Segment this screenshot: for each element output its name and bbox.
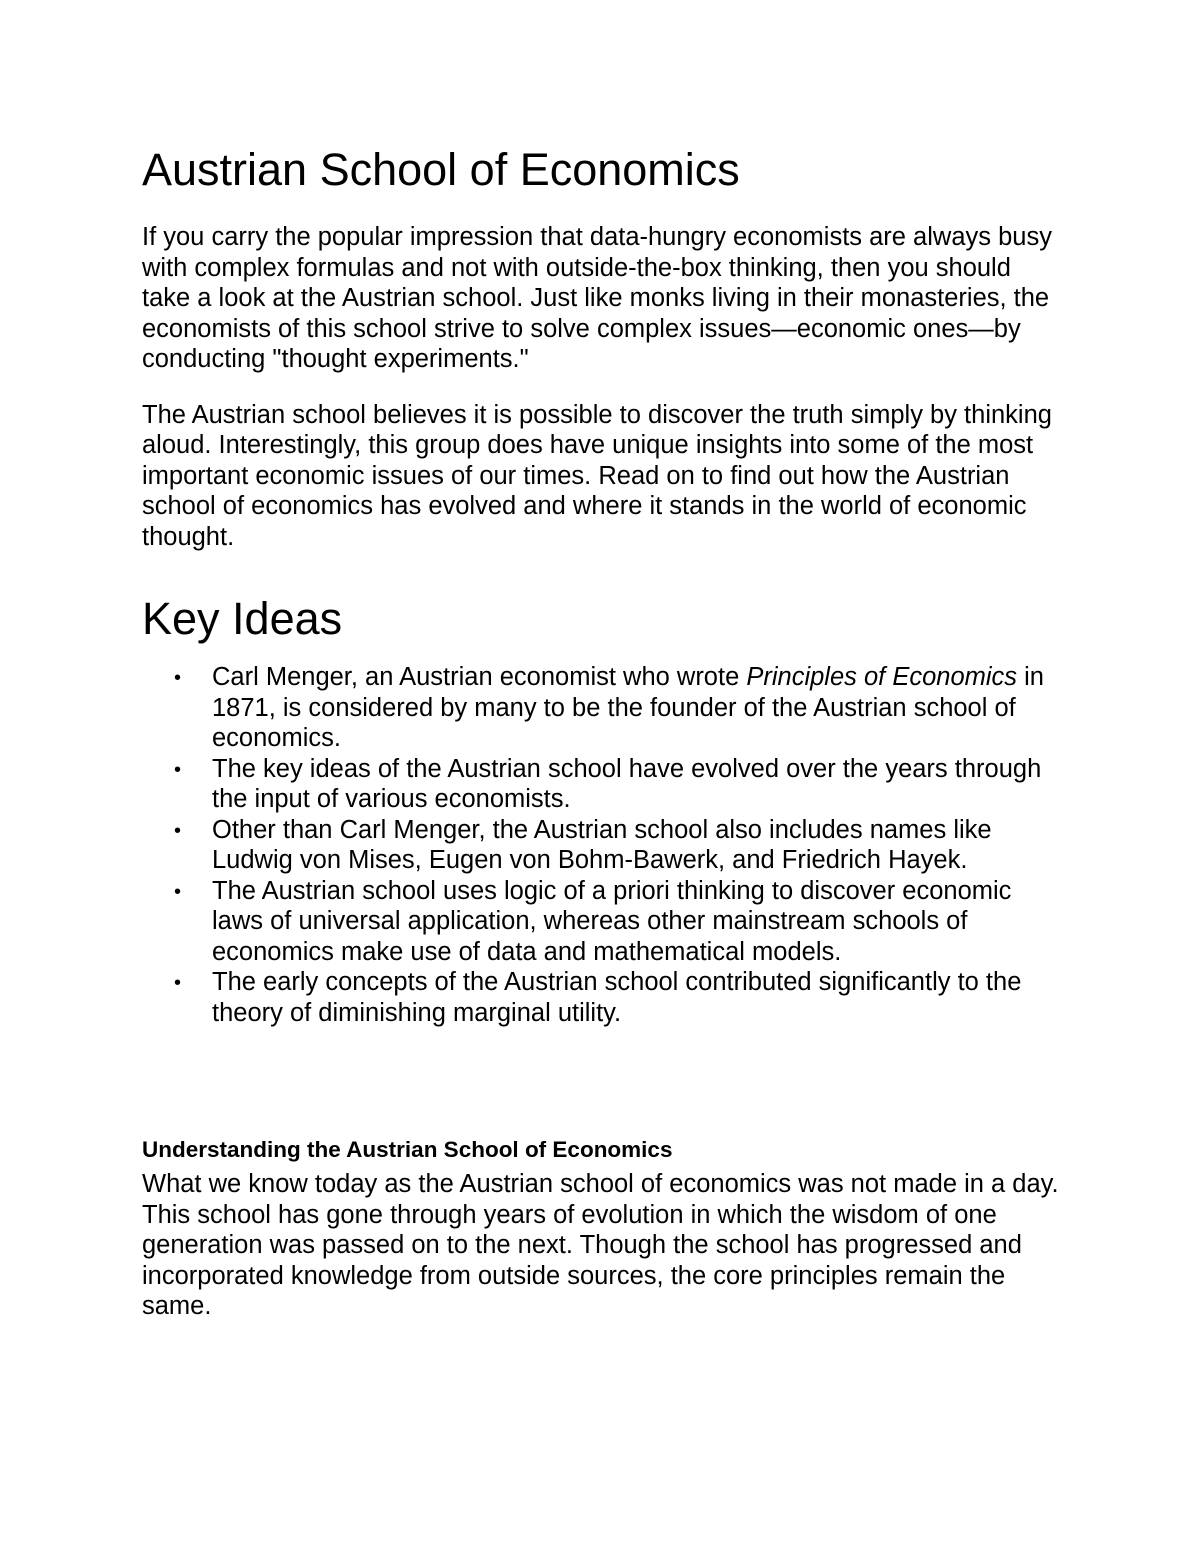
- key-ideas-list: [142, 662, 1062, 1028]
- list-item: [142, 754, 1062, 815]
- bullet-icon: •: [174, 972, 182, 994]
- key-ideas-heading: Key Ideas: [142, 593, 343, 644]
- list-item: [142, 967, 1062, 1028]
- document-title: Austrian School of Economics: [142, 144, 740, 195]
- list-item-text: The early concepts of the Austrian school contributed significantly to the theory of diminishing marginal utility.: [212, 968, 1022, 1027]
- bullet-icon: •: [174, 819, 182, 842]
- list-item: [142, 662, 1062, 754]
- understanding-heading: Understanding the Austrian School of Economics: [142, 1137, 673, 1162]
- list-item: [142, 815, 1062, 876]
- bullet-icon: •: [174, 880, 182, 903]
- list-item-text-before: Carl Menger, an Austrian economist who wrote: [212, 663, 747, 691]
- bullet-icon: •: [174, 667, 182, 689]
- list-item: [142, 876, 1062, 968]
- bullet-icon: •: [174, 758, 182, 781]
- understanding-paragraph: What we know today as the Austrian school of economics was not made in a day. This school has gone through years of evolution in which the wisdom of one generation was passed on to the next. Though the school has progressed and incorporated knowledge from outside sources, the core principles remain the same.: [142, 1170, 1059, 1320]
- list-item-text: Other than Carl Menger, the Austrian school also includes names like Ludwig von Mises, Eugen von Bohm-Bawerk, and Friedrich Hayek.: [212, 815, 992, 874]
- document-page: [142, 140, 1062, 1322]
- intro-paragraph-2: The Austrian school believes it is possible to discover the truth simply by thinking aloud. Interestingly, this group does have unique insights into some of the most important economic issues of our times. Read on to find out how the Austrian school of economics has evolved and where it stands in the world of economic thought.: [142, 400, 1052, 551]
- list-item-text-after: in 1871, is considered by many to be the founder of the Austrian school of economics.: [212, 663, 1044, 752]
- list-item-text: The key ideas of the Austrian school have evolved over the years through the input of various economists.: [212, 754, 1042, 813]
- intro-paragraph-1: If you carry the popular impression that data-hungry economists are always busy with complex formulas and not with outside-the-box thinking, then you should take a look at the Austrian school. Just like monks living in their monasteries, the economists of this school strive to solve complex issues—economic ones—by conducting "thought experiments.": [142, 223, 1052, 373]
- list-item-text: The Austrian school uses logic of a priori thinking to discover economic laws of universal application, whereas other mainstream schools of economics make use of data and mathematical models.: [212, 876, 1012, 966]
- book-title: Principles of Economics: [746, 663, 1018, 691]
